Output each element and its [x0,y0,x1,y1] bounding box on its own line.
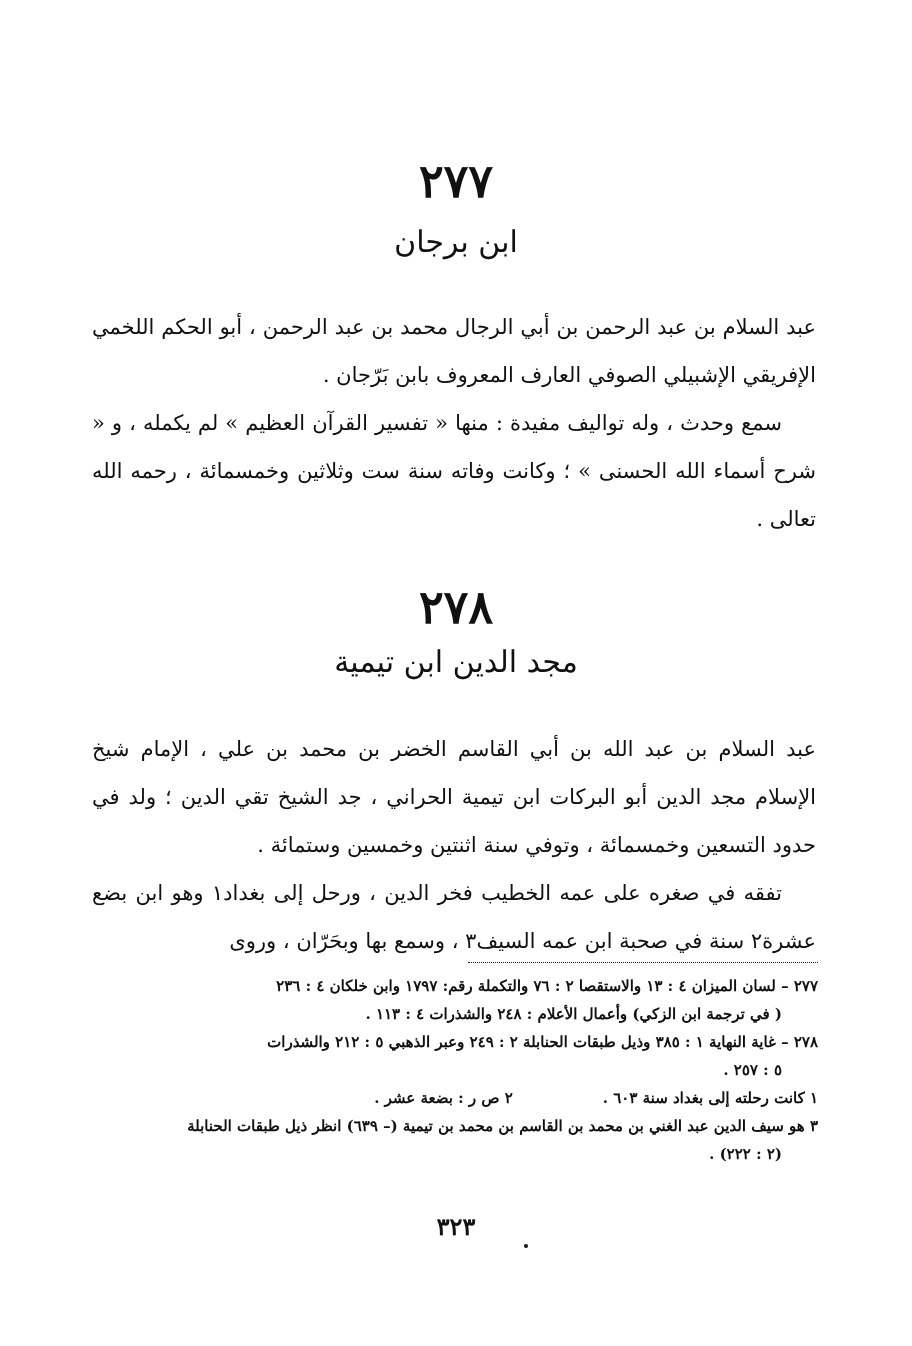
paragraph: عبد السلام بن عبد الرحمن بن أبي الرجال محمد بن عبد الرحمن ، أبو الحكم اللخمي الإفريقي الإشبيلي الصوفي العارف المعروف بابن بَرّجان . [92,315,816,387]
paragraph: سمع وحدث ، وله تواليف مفيدة : منها « تفسير القرآن العظيم » لم يكمله ، و « شرح أسماء الله الحسنى » ؛ وكانت وفاته سنة ست وثلاثين وخمسمائة ، رحمه الله تعالى . [92,411,816,531]
footnote-sources-278: ٢٧٨ – غاية النهاية ١ : ٣٨٥ وذيل طبقات الحنابلة ٢ : ٢٤٩ وعبر الذهبي ٥ : ٢١٢ والشذرات [267,1033,818,1051]
entry-title-277: ابن برجان [394,225,518,260]
paragraph: تفقه في صغره على عمه الخطيب فخر الدين ، ورحل إلى بغداد١ وهو ابن بضع عشرة٢ سنة في صحبة ابن عمه السيف٣ ، وسمع بها وبحَرّان ، وروى [92,881,816,953]
entry-body-277 [92,303,816,543]
footnote-separator [468,962,818,963]
footnote-sources-277-cont: ( في ترجمة ابن الزكي) وأعمال الأعلام : ٢٤٨ والشذرات ٤ : ١١٣ . [365,1005,782,1023]
footnote-2: ٢ ص ر : بضعة عشر . [374,1089,513,1107]
footnote-3: ٣ هو سيف الدين عبد الغني بن محمد بن القاسم بن محمد بن تيمية (– ٦٣٩) انظر ذيل طبقات الحنابلة [187,1117,818,1135]
page-number: ٣٢٣ [436,1212,476,1241]
entry-title-278: مجد الدين ابن تيمية [334,645,578,680]
footnote-sources-278-cont: ٥ : ٢٥٧ . [723,1061,782,1079]
footnote-1: ١ كانت رحلته إلى بغداد سنة ٦٠٣ . [602,1089,818,1107]
entry-number-277: ٢٧٧ [418,154,494,208]
entry-body-278 [92,725,816,965]
footnote-pair [92,1084,818,1112]
footnote-3-cont: (٢ : ٢٢٢) . [709,1145,782,1163]
print-speck [524,1244,528,1248]
footnotes [92,972,818,1168]
paragraph: عبد السلام بن عبد الله بن أبي القاسم الخضر بن محمد بن علي ، الإمام شيخ الإسلام مجد الدين أبو البركات ابن تيمية الحراني ، جد الشيخ تقي الدين ؛ ولد في حدود التسعين وخمسمائة ، وتوفي سنة اثنتين وخمسين وستمائة . [92,737,816,857]
entry-number-278: ٢٧٨ [418,580,494,634]
footnote-sources-277: ٢٧٧ – لسان الميزان ٤ : ١٣ والاستقصا ٢ : ٧٦ والتكملة رقم: ١٧٩٧ وابن خلكان ٤ : ٢٣٦ [276,977,818,995]
